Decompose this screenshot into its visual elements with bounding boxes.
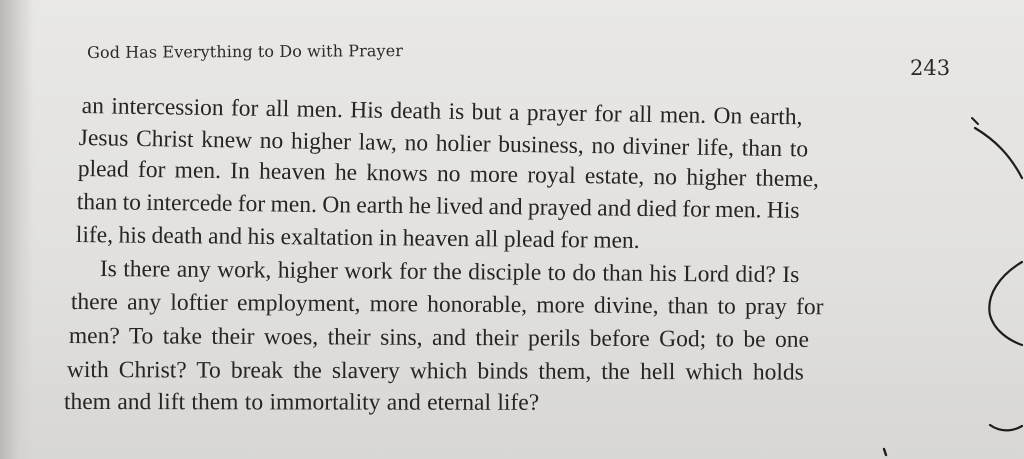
text-line: them and lift them to immortality and eternal life? [63, 389, 540, 416]
text-line: plead for men. In heaven he knows no more royal estate, no higher theme, [77, 156, 820, 193]
pencil-tick-mark [972, 118, 978, 124]
pencil-bracket-mark [975, 128, 1022, 178]
pencil-bracket-mark [990, 425, 1022, 430]
text-line: an intercession for all men. His death is but a prayer for all men. On earth, [81, 93, 803, 131]
running-head: God Has Everything to Do with Prayer [87, 41, 404, 62]
text-line: than to intercede for men. On earth he lived and prayed and died for men. His [76, 189, 800, 224]
text-line: Jesus Christ knew no higher law, no holier business, no diviner life, than to [78, 125, 809, 163]
text-line: there any loftier employment, more honorable, more divine, than to pray for [70, 289, 824, 321]
text-line: men? To take their woes, their sins, and their perils before God; to be one [68, 323, 810, 353]
page-number: 243 [910, 56, 951, 80]
text-line: Is there any work, higher work for the disciple to do than his Lord did? Is [99, 256, 800, 289]
pencil-bracket-mark [989, 262, 1022, 345]
pencil-dot-mark [884, 449, 886, 455]
text-line: with Christ? To break the slavery which binds them, the hell which holds [66, 357, 804, 386]
text-line: life, his death and his exaltation in heaven all plead for men. [75, 222, 640, 254]
